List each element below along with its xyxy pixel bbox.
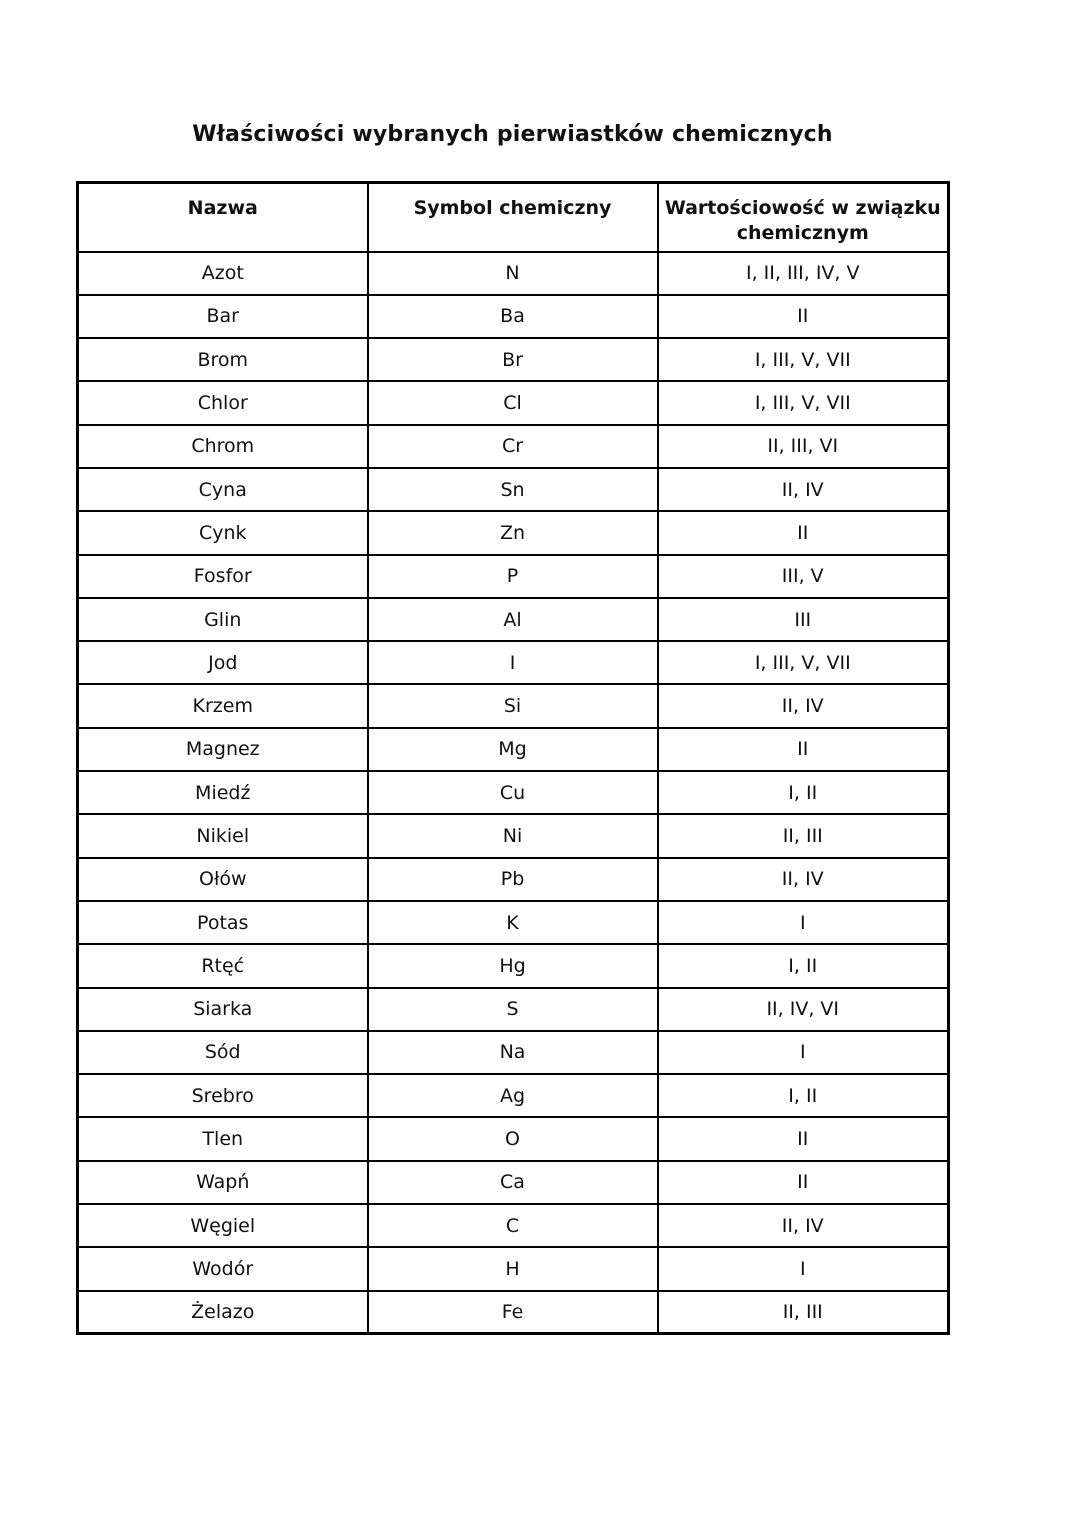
cell-element-name: Krzem	[78, 684, 368, 727]
cell-element-name: Sód	[78, 1031, 368, 1074]
cell-element-name: Ołów	[78, 858, 368, 901]
cell-element-name: Wodór	[78, 1247, 368, 1290]
table-row	[78, 944, 949, 987]
cell-chemical-symbol: O	[368, 1117, 658, 1160]
cell-element-name: Cyna	[78, 468, 368, 511]
table-row	[78, 728, 949, 771]
cell-element-name: Azot	[78, 252, 368, 295]
table-row	[78, 252, 949, 295]
table-row	[78, 858, 949, 901]
cell-valence: II, III, VI	[658, 425, 949, 468]
table-row	[78, 381, 949, 424]
cell-valence: III	[658, 598, 949, 641]
cell-valence: I	[658, 901, 949, 944]
table-row	[78, 1117, 949, 1160]
table-row	[78, 641, 949, 684]
table-row	[78, 598, 949, 641]
elements-table	[76, 181, 950, 1335]
table-row	[78, 814, 949, 857]
cell-valence: II	[658, 511, 949, 554]
table-row	[78, 425, 949, 468]
cell-valence: II	[658, 1117, 949, 1160]
cell-element-name: Jod	[78, 641, 368, 684]
cell-chemical-symbol: Na	[368, 1031, 658, 1074]
table-row	[78, 1291, 949, 1334]
cell-element-name: Glin	[78, 598, 368, 641]
cell-valence: II, IV	[658, 468, 949, 511]
cell-element-name: Nikiel	[78, 814, 368, 857]
table-row	[78, 1204, 949, 1247]
column-header-valence: Wartościowość w związku chemicznym	[658, 183, 949, 252]
table-row	[78, 988, 949, 1031]
column-header-name: Nazwa	[78, 183, 368, 252]
cell-valence: II, IV	[658, 858, 949, 901]
cell-valence: I	[658, 1247, 949, 1290]
cell-valence: II	[658, 728, 949, 771]
cell-chemical-symbol: Zn	[368, 511, 658, 554]
page-title: Właściwości wybranych pierwiastków chemicznych	[192, 122, 833, 147]
cell-element-name: Wapń	[78, 1161, 368, 1204]
table-row	[78, 555, 949, 598]
cell-valence: III, V	[658, 555, 949, 598]
cell-valence: II, IV	[658, 684, 949, 727]
table-row	[78, 511, 949, 554]
cell-chemical-symbol: Mg	[368, 728, 658, 771]
cell-element-name: Bar	[78, 295, 368, 338]
cell-chemical-symbol: P	[368, 555, 658, 598]
table-row	[78, 468, 949, 511]
table-row	[78, 684, 949, 727]
cell-chemical-symbol: Cr	[368, 425, 658, 468]
cell-valence: I, III, V, VII	[658, 641, 949, 684]
column-header-symbol: Symbol chemiczny	[368, 183, 658, 252]
cell-element-name: Potas	[78, 901, 368, 944]
cell-valence: II, IV	[658, 1204, 949, 1247]
cell-chemical-symbol: Ni	[368, 814, 658, 857]
cell-chemical-symbol: K	[368, 901, 658, 944]
cell-element-name: Tlen	[78, 1117, 368, 1160]
cell-element-name: Siarka	[78, 988, 368, 1031]
cell-chemical-symbol: Cl	[368, 381, 658, 424]
cell-chemical-symbol: Cu	[368, 771, 658, 814]
cell-valence: I, III, V, VII	[658, 381, 949, 424]
cell-chemical-symbol: Ba	[368, 295, 658, 338]
cell-element-name: Rtęć	[78, 944, 368, 987]
cell-valence: I	[658, 1031, 949, 1074]
cell-chemical-symbol: Al	[368, 598, 658, 641]
table-row	[78, 295, 949, 338]
cell-chemical-symbol: C	[368, 1204, 658, 1247]
cell-chemical-symbol: Pb	[368, 858, 658, 901]
cell-valence: I, II, III, IV, V	[658, 252, 949, 295]
table-row	[78, 338, 949, 381]
cell-chemical-symbol: H	[368, 1247, 658, 1290]
cell-element-name: Fosfor	[78, 555, 368, 598]
table-row	[78, 1161, 949, 1204]
cell-element-name: Węgiel	[78, 1204, 368, 1247]
cell-valence: II	[658, 295, 949, 338]
cell-chemical-symbol: Fe	[368, 1291, 658, 1334]
table-body	[78, 252, 949, 1334]
table-header-row	[78, 183, 949, 252]
cell-chemical-symbol: I	[368, 641, 658, 684]
cell-chemical-symbol: N	[368, 252, 658, 295]
cell-valence: I, III, V, VII	[658, 338, 949, 381]
table-row	[78, 1247, 949, 1290]
cell-valence: II, IV, VI	[658, 988, 949, 1031]
cell-valence: II	[658, 1161, 949, 1204]
cell-element-name: Srebro	[78, 1074, 368, 1117]
table-row	[78, 1074, 949, 1117]
table-row	[78, 1031, 949, 1074]
cell-valence: I, II	[658, 771, 949, 814]
cell-valence: I, II	[658, 1074, 949, 1117]
cell-element-name: Magnez	[78, 728, 368, 771]
cell-element-name: Brom	[78, 338, 368, 381]
cell-chemical-symbol: S	[368, 988, 658, 1031]
cell-element-name: Miedź	[78, 771, 368, 814]
cell-chemical-symbol: Sn	[368, 468, 658, 511]
cell-chemical-symbol: Br	[368, 338, 658, 381]
cell-valence: II, III	[658, 1291, 949, 1334]
cell-element-name: Żelazo	[78, 1291, 368, 1334]
table-row	[78, 901, 949, 944]
cell-valence: I, II	[658, 944, 949, 987]
cell-chemical-symbol: Ag	[368, 1074, 658, 1117]
table-row	[78, 771, 949, 814]
cell-element-name: Cynk	[78, 511, 368, 554]
cell-chemical-symbol: Ca	[368, 1161, 658, 1204]
cell-element-name: Chrom	[78, 425, 368, 468]
cell-valence: II, III	[658, 814, 949, 857]
cell-element-name: Chlor	[78, 381, 368, 424]
cell-chemical-symbol: Hg	[368, 944, 658, 987]
cell-chemical-symbol: Si	[368, 684, 658, 727]
